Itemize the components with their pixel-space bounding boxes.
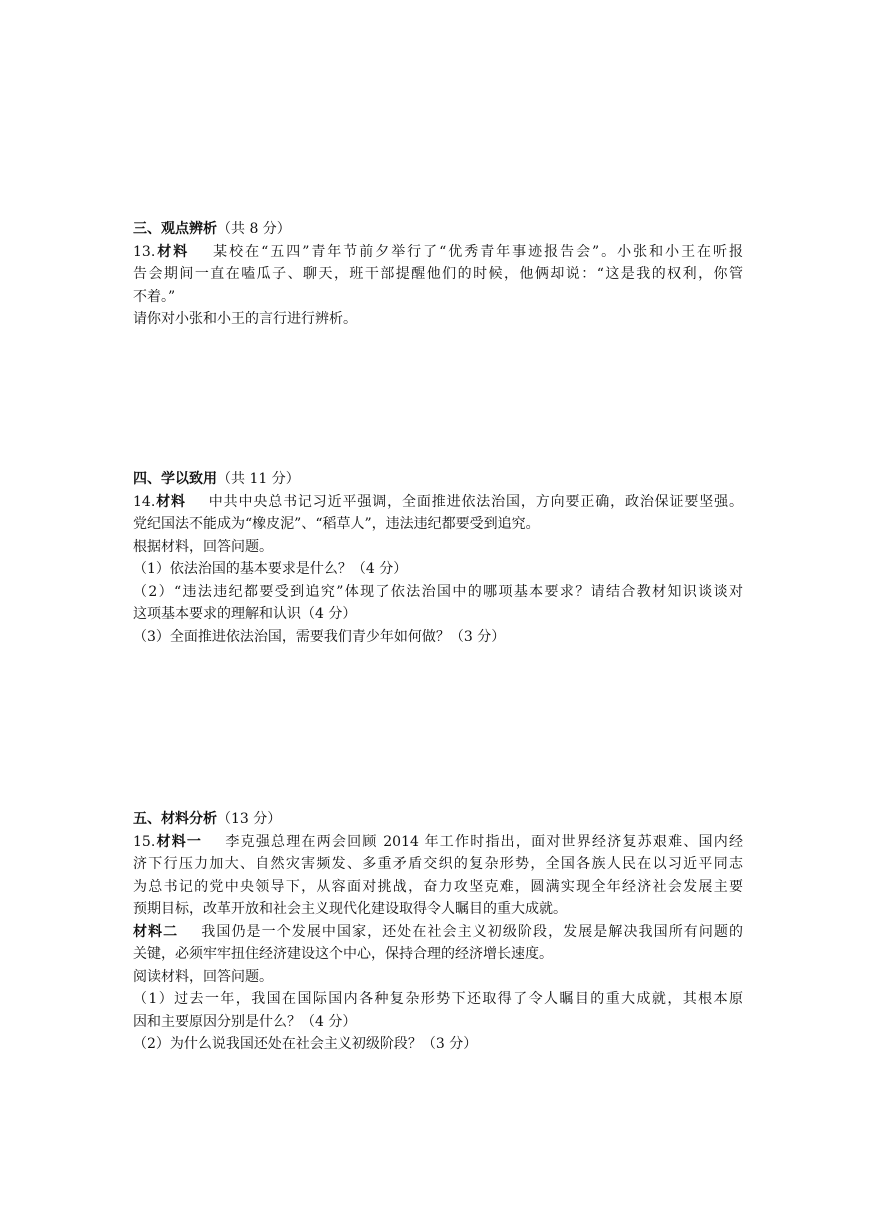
- q14-text-1: 中共中央总书记习近平强调，全面推进依法治国，方向要正确，政治保证要坚强。: [207, 493, 744, 510]
- q15-sub-2: （2）为什么说我国还处在社会主义初级阶段？（3 分）: [133, 1036, 478, 1052]
- q14-line-1: [133, 491, 743, 514]
- q14-sub-1: （1）依法治国的基本要求是什么？（4 分）: [133, 561, 408, 577]
- q14-number: 14.: [133, 493, 156, 510]
- section-3-heading-line: [133, 218, 743, 241]
- q15-m1-line-2: 济下行压力加大、自然灾害频发、多重矛盾交织的复杂形势，全国各族人民在以习近平同志: [133, 856, 743, 872]
- section-3-heading: 三、观点辨析: [133, 221, 217, 237]
- section-4-points: （共 11 分）: [217, 471, 300, 487]
- q13-text-1: 某校在“五四”青年节前夕举行了“优秀青年事迹报告会”。小张和小王在听报: [211, 243, 743, 260]
- section-5-heading: 五、材料分析: [133, 811, 217, 827]
- q13-line-2: 告会期间一直在嗑瓜子、聊天，班干部提醒他们的时候，他俩却说：“这是我的权利，你管: [133, 266, 743, 282]
- q14-prompt: 根据材料，回答问题。: [133, 538, 273, 555]
- q13-prompt: 请你对小张和小王的言行进行辨析。: [133, 311, 357, 327]
- section-4: [133, 468, 743, 648]
- section-3-points: （共 8 分）: [217, 221, 291, 237]
- q13-line-3: 不着。”: [133, 288, 176, 305]
- q15-number: 15.: [133, 833, 156, 850]
- q13-number: 13.: [133, 243, 156, 260]
- q15-m1-text-1: 李克强总理在两会回顾 2014 年工作时指出，面对世界经济复苏艰难、国内经: [224, 833, 743, 850]
- q15-sub-1-line-1: （1）过去一年，我国在国际国内各种复杂形势下还取得了令人瞩目的重大成就，其根本原: [133, 991, 743, 1007]
- q15-m1-line-1: [133, 831, 743, 854]
- q14-sub-2-line-2: 这项基本要求的理解和认识（4 分）: [133, 606, 357, 622]
- q15-m1-line-4: 预期目标，改革开放和社会主义现代化建设取得令人瞩目的重大成就。: [133, 901, 567, 917]
- q14-material-label: 材料: [155, 493, 186, 510]
- section-4-heading: 四、学以致用: [133, 471, 217, 487]
- q15-m1-line-3: 为总书记的党中央领导下，从容面对挑战，奋力攻坚克难，圆满实现全年经济社会发展主要: [133, 878, 743, 895]
- q15-prompt: 阅读材料，回答问题。: [133, 968, 273, 985]
- section-5-points: （13 分）: [217, 811, 282, 827]
- section-4-heading-line: [133, 468, 743, 491]
- q14-sub-2-line-1: （2）“违法违纪都要受到追究”体现了依法治国中的哪项基本要求？请结合教材知识谈谈对: [133, 583, 743, 600]
- section-5-heading-line: [133, 808, 743, 831]
- q15-m2-text-1: 我国仍是一个发展中国家，还处在社会主义初级阶段，发展是解决我国所有问题的: [200, 923, 744, 940]
- q13-material-label: 材料: [155, 243, 190, 260]
- section-3: [133, 218, 743, 331]
- q15-material-2-label: 材料二: [133, 923, 179, 940]
- q15-sub-1-line-2: 因和主要原因分别是什么？（4 分）: [133, 1013, 357, 1030]
- q14-sub-3: （3）全面推进依法治国，需要我们青少年如何做？（3 分）: [133, 628, 506, 645]
- q15-m2-line-1: [133, 921, 743, 944]
- q14-line-2: 党纪国法不能成为“橡皮泥”、“稻草人”，违法违纪都要受到追究。: [133, 516, 540, 532]
- q15-material-1-label: 材料一: [155, 833, 203, 850]
- q15-m2-line-2: 关键，必须牢牢扭住经济建设这个中心，保持合理的经济增长速度。: [133, 946, 553, 962]
- section-5: [133, 808, 743, 1056]
- q13-line-1: [133, 241, 743, 264]
